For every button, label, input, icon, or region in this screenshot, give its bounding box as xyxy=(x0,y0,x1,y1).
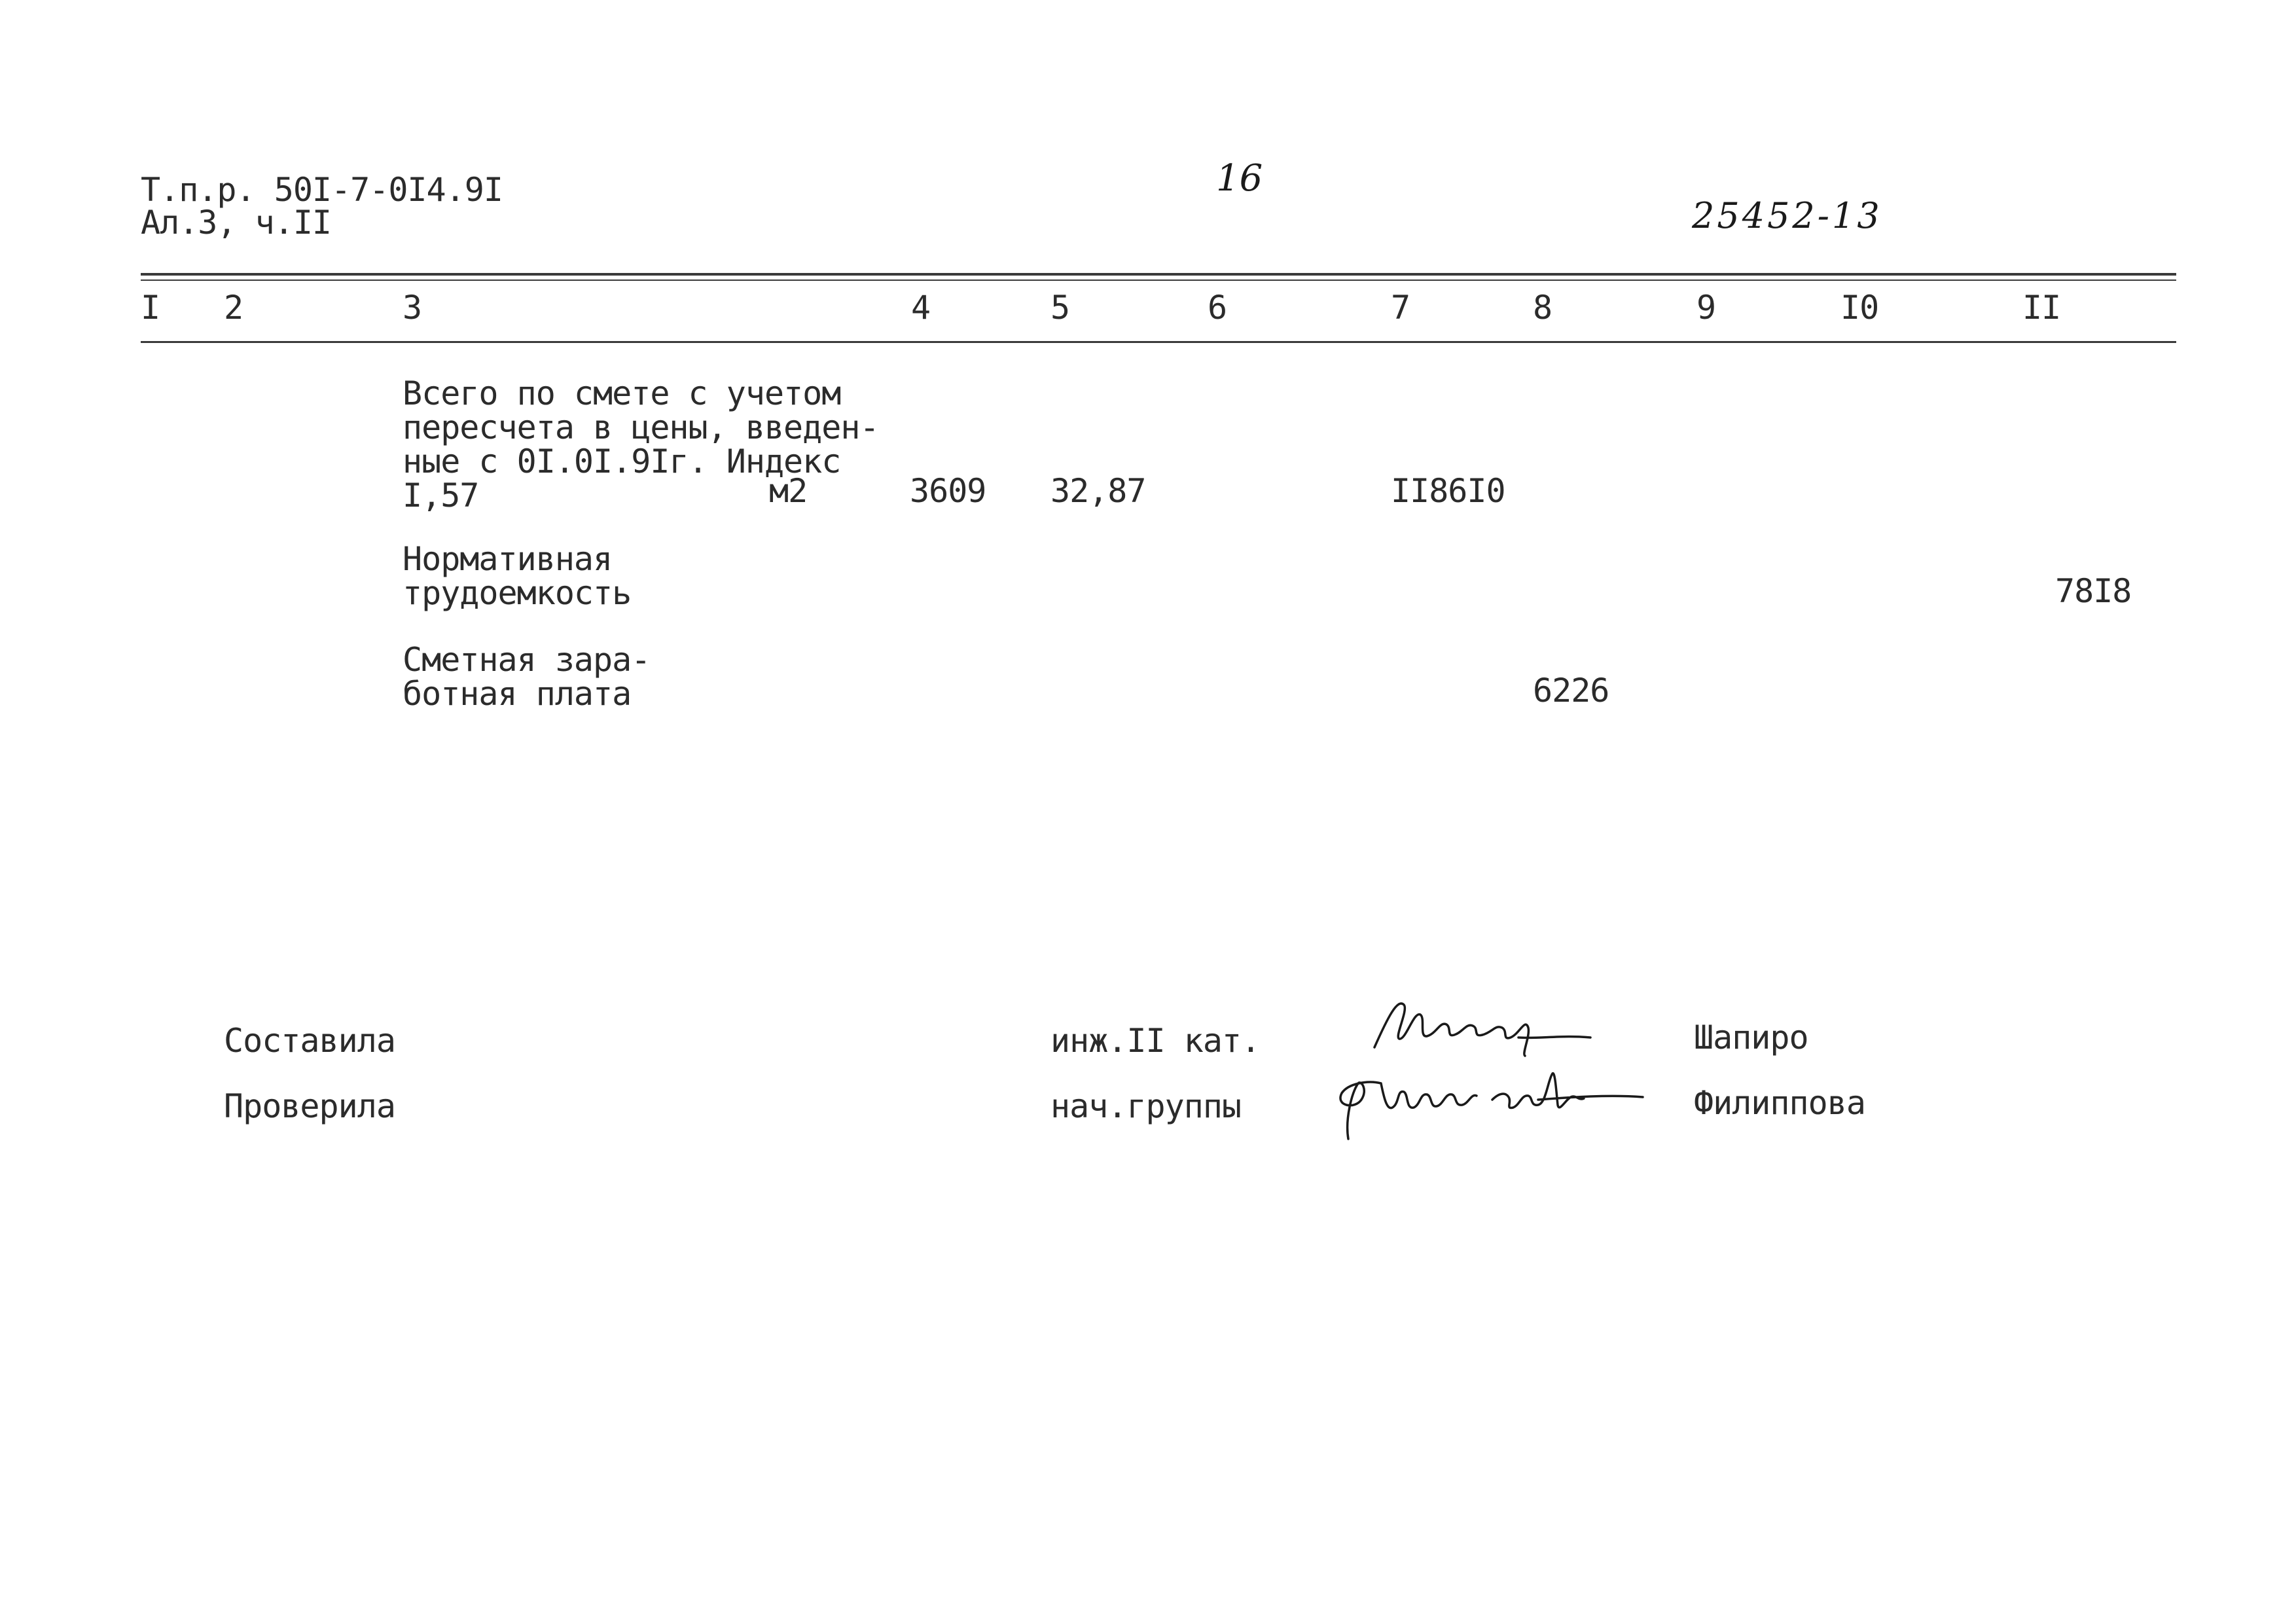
doc-number: 25452-13 xyxy=(1692,195,1882,236)
page-number: 16 xyxy=(1216,157,1263,200)
row-1-col5: 32,87 xyxy=(1050,472,1146,510)
row-2-description: Нормативная трудоемкость xyxy=(403,540,632,612)
row-3-description: Сметная зара- ботная плата xyxy=(403,641,651,713)
column-header-2: 2 xyxy=(224,289,243,327)
signature-role-compiled: Составила xyxy=(224,1022,395,1060)
column-header-1: I xyxy=(141,289,160,327)
signature-name-checked: Филиппова xyxy=(1694,1084,1865,1122)
table-top-rule-thin xyxy=(141,280,2176,281)
column-header-11: II xyxy=(2022,289,2061,327)
signature-role-checked: Проверила xyxy=(224,1087,395,1125)
column-header-3: 3 xyxy=(403,289,422,327)
row-1-col7: II86I0 xyxy=(1391,472,1505,510)
row-2-col11: 78I8 xyxy=(2055,572,2132,610)
column-header-4: 4 xyxy=(911,289,931,327)
doc-code-line1: Т.п.р. 50I-7-0I4.9I xyxy=(141,171,503,209)
table-top-rule xyxy=(141,273,2176,276)
row-1-description: Всего по смете с учетом пересчета в цены, введен- ные с 0I.0I.9Iг. Индекс I,57 xyxy=(403,374,879,514)
handwritten-signature-2 xyxy=(1322,1054,1649,1146)
column-header-7: 7 xyxy=(1391,289,1410,327)
row-3-col8: 6226 xyxy=(1533,672,1609,710)
signature-position-compiled: инж.II кат. xyxy=(1050,1022,1261,1060)
column-header-6: 6 xyxy=(1208,289,1227,327)
column-header-9: 9 xyxy=(1696,289,1716,327)
row-1-col4: 3609 xyxy=(910,472,986,510)
doc-code-line2: Ал.3, ч.II xyxy=(141,204,332,242)
row-1-unit: м2 xyxy=(769,472,808,510)
signature-position-checked: нач.группы xyxy=(1050,1087,1242,1125)
column-header-5: 5 xyxy=(1050,289,1070,327)
column-header-10: I0 xyxy=(1840,289,1879,327)
signature-name-compiled: Шапиро xyxy=(1694,1019,1808,1056)
table-header-bottom-rule xyxy=(141,341,2176,343)
handwritten-signature-1 xyxy=(1368,992,1604,1064)
column-header-8: 8 xyxy=(1533,289,1552,327)
